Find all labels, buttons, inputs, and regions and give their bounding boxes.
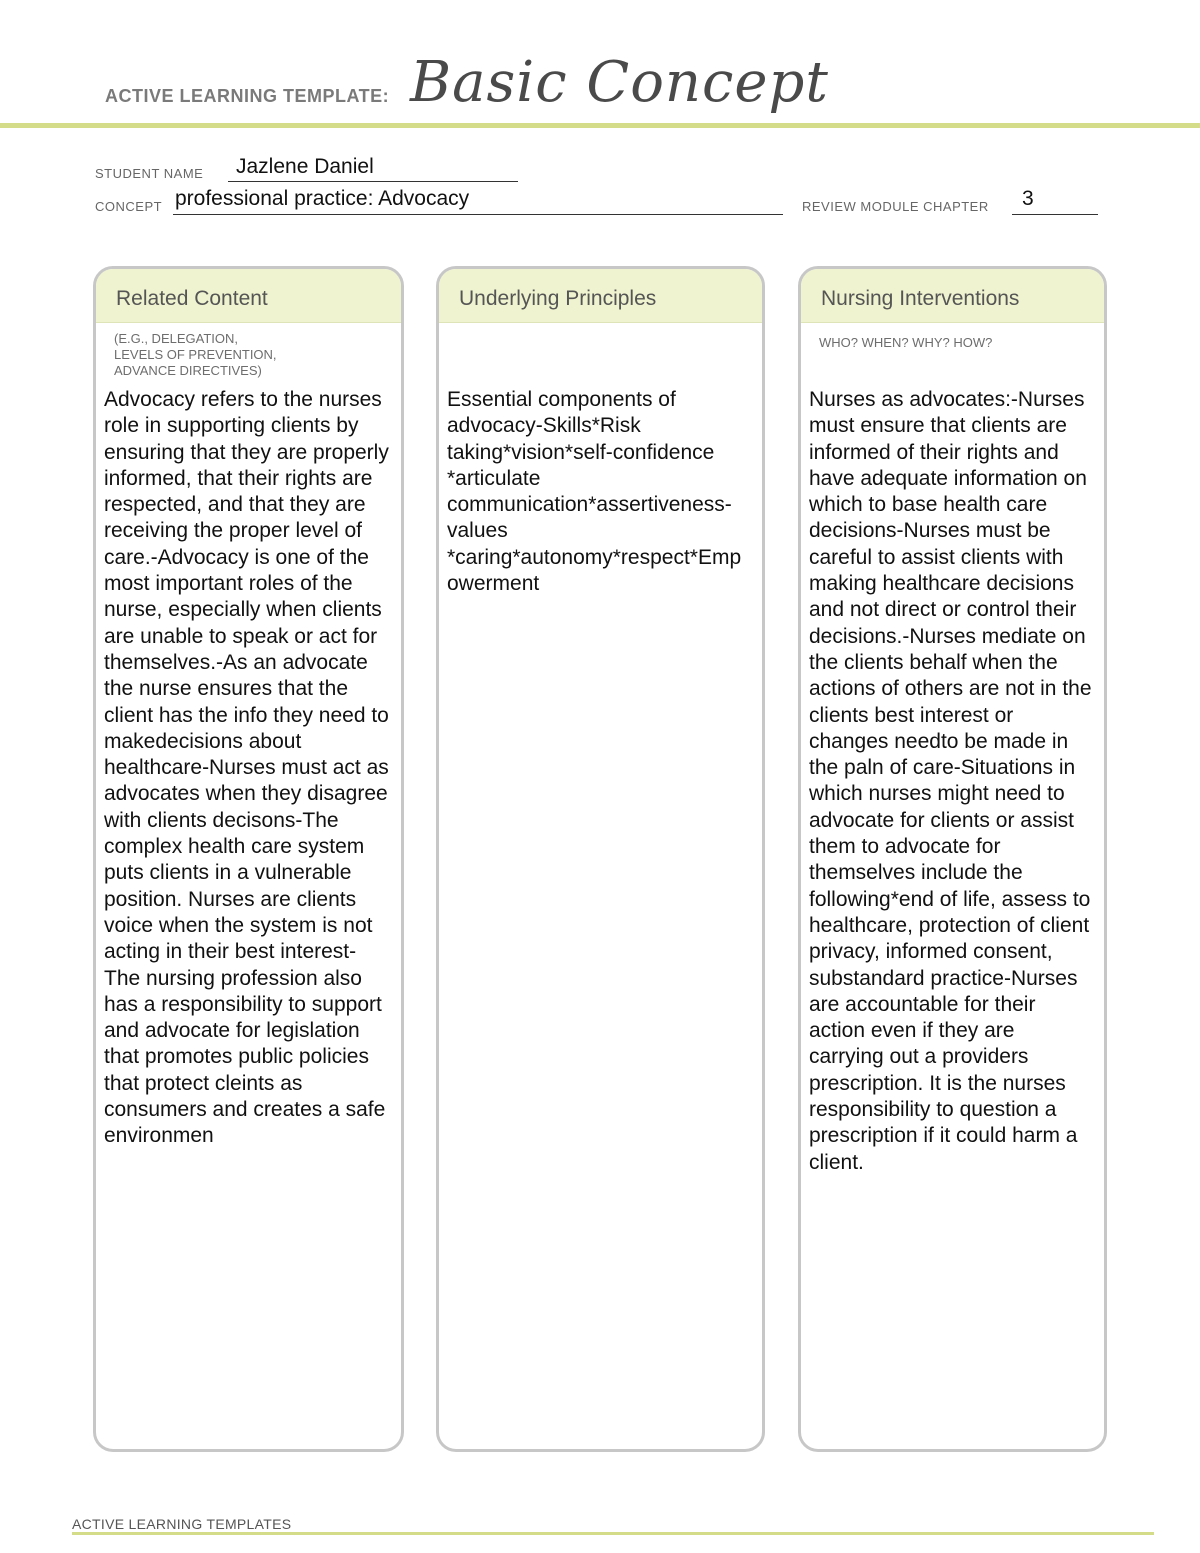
review-module-field[interactable]: 3 [1022,187,1034,210]
concept-label: CONCEPT [95,199,163,214]
underlying-principles-card [436,266,765,1452]
page-header [0,0,1200,128]
card-title: Related Content [96,269,401,323]
card-title: Underlying Principles [439,269,762,323]
nursing-interventions-card [798,266,1107,1452]
footer-label: ACTIVE LEARNING TEMPLATES [72,1516,292,1532]
concept-underline [173,214,783,215]
card-title: Nursing Interventions [801,269,1104,323]
nursing-interventions-text[interactable]: Nurses as advocates:-Nurses must ensure that clients are informed of their rights and have adequate information on which to base health care decisions-Nurses must be careful to assist clients with making healthcare decisions and not direct or control their decisions.-Nurses mediate on the clients behalf when the actions of others are not in the clients best interest or changes needto be made in the paln of care-Situations in which nurses might need to advocate for clients or assist them to advocate for themselves include the following*end of life, assess to healthcare, protection of client privacy, informed consent, substandard practice-Nurses are accountable for their action even if they are carrying out a providers prescription. It is the nurses responsibility to question a prescription if it could harm a client. [809,388,1092,1174]
student-name-field[interactable]: Jazlene Daniel [236,155,374,178]
footer-divider [72,1532,1154,1535]
template-label: ACTIVE LEARNING TEMPLATE: [105,86,390,106]
review-module-underline [1012,214,1098,215]
related-content-card [93,266,404,1452]
student-name-label: STUDENT NAME [95,166,204,181]
card-subtitle [439,323,762,381]
card-subtitle: (E.G., DELEGATION, LEVELS OF PREVENTION, ADVANCE DIRECTIVES) [114,331,277,378]
related-content-text[interactable]: Advocacy refers to the nurses role in supporting clients by ensuring that they are properly informed, that their rights are respected, and that they are receiving the proper level of care.-Advocacy is one of the most important roles of the nurse, especially when clients are unable to speak or act for themselves.-As an advocate the nurse ensures that the client has the info they need to makedecisions about healthcare-Nurses must act as advocates when they disagree with clients decisons-The complex health care system puts clients in a vulnerable position. Nurses are clients voice when the system is not acting in their best interest-The nursing profession also has a responsibility to support and advocate for legislation that promotes public policies that protect cleints as consumers and creates a safe environmen [104,388,389,1148]
card-subtitle: WHO? WHEN? WHY? HOW? [819,335,993,350]
review-module-label: REVIEW MODULE CHAPTER [802,199,989,214]
header-divider [0,123,1200,128]
student-name-underline [228,181,518,182]
page-title: Basic Concept [410,50,829,115]
concept-field[interactable]: professional practice: Advocacy [175,187,470,210]
underlying-principles-text[interactable]: Essential components of advocacy-Skills*Risk taking*vision*self-confidence *articulate communication*assertiveness-values *caring*autonomy*respect*Empowerment [447,388,742,596]
